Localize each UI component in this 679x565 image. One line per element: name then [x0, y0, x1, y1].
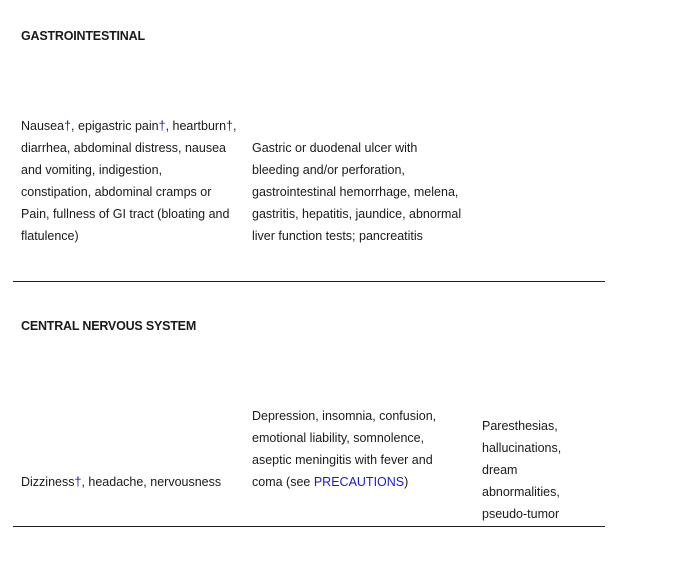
- gi-common-effects: [21, 115, 246, 247]
- text-line: hallucinations,: [482, 441, 562, 455]
- text-line: dream: [482, 463, 518, 477]
- section-heading-cns: CENTRAL NERVOUS SYSTEM: [21, 319, 197, 333]
- gi-serious-effects: [252, 137, 477, 247]
- text-line: pseudo-tumor: [482, 507, 560, 521]
- text-line: coma (see PRECAUTIONS): [252, 475, 409, 489]
- text-line: Dizziness†, headache, nervousness: [21, 475, 222, 489]
- text-line: bleeding and/or perforation,: [252, 163, 405, 177]
- text-line: gastrointestinal hemorrhage, melena,: [252, 185, 459, 199]
- text-line: flatulence): [21, 229, 79, 243]
- cns-common-effects: [21, 471, 246, 493]
- cns-serious-effects: [252, 405, 477, 493]
- text-line: gastritis, hepatitis, jaundice, abnormal: [252, 207, 462, 221]
- text-line: aseptic meningitis with fever and: [252, 453, 433, 467]
- dagger-marker: †: [226, 119, 233, 133]
- text-line: Paresthesias,: [482, 419, 558, 433]
- text-line: Depression, insomnia, confusion,: [252, 409, 437, 423]
- text-line: abnormalities,: [482, 485, 560, 499]
- precautions-link[interactable]: PRECAUTIONS: [313, 475, 405, 489]
- text-line: constipation, abdominal cramps or: [21, 185, 212, 199]
- text-line: diarrhea, abdominal distress, nausea: [21, 141, 226, 155]
- section-divider: [13, 281, 605, 282]
- section-divider: [13, 526, 605, 527]
- dagger-marker: †: [74, 475, 82, 489]
- dagger-marker: †: [158, 119, 166, 133]
- section-heading-gastrointestinal: GASTROINTESTINAL: [21, 29, 145, 43]
- gi-common-first-line: Nausea†, epigastric pain†, heartburn†,: [21, 119, 237, 133]
- text-line: liver function tests; pancreatitis: [252, 229, 423, 243]
- text-line: and vomiting, indigestion,: [21, 163, 163, 177]
- text-line: emotional liability, somnolence,: [252, 431, 425, 445]
- text-line: Gastric or duodenal ulcer with: [252, 141, 418, 155]
- text-line: Pain, fullness of GI tract (bloating and: [21, 207, 230, 221]
- dagger-marker: †: [64, 119, 72, 133]
- cns-rare-effects: [482, 415, 602, 525]
